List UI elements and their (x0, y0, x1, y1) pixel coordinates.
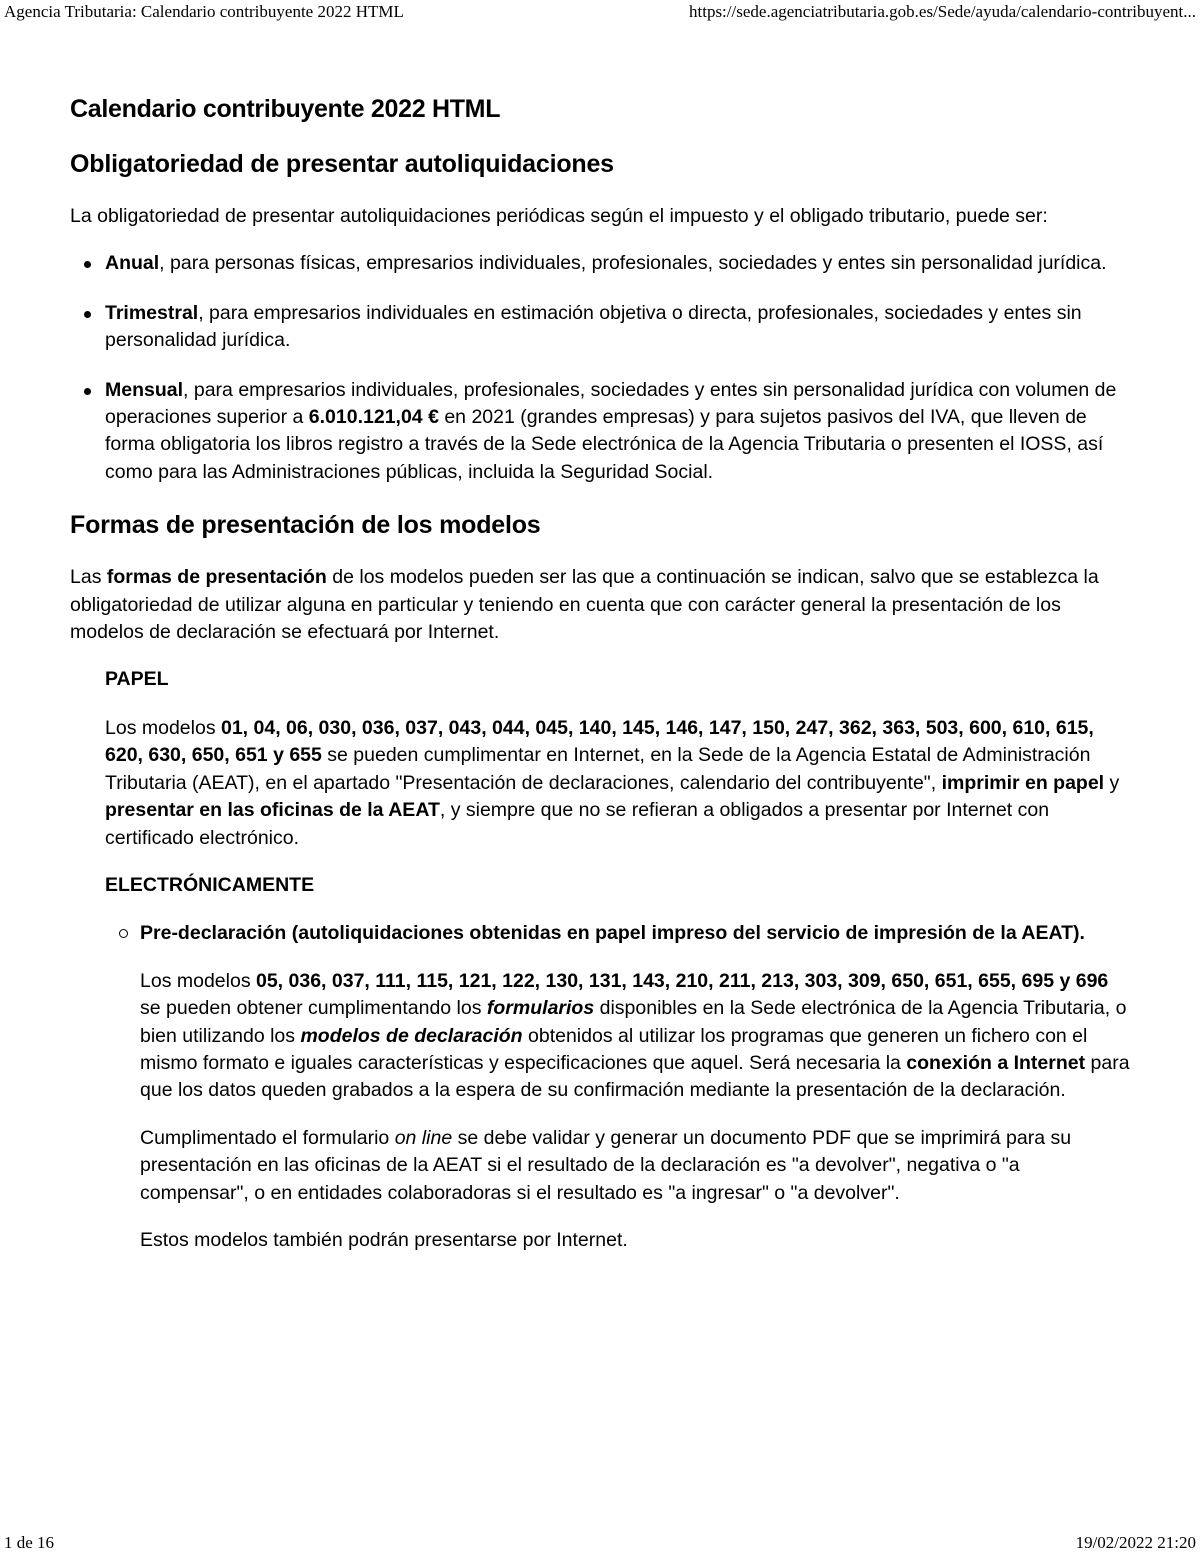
list-item-text: , para empresarios individuales, profesionales, sociedades y entes sin personalidad jurídica con volumen de operaciones superior a (105, 378, 1117, 429)
page-title: Calendario contribuyente 2022 HTML (70, 95, 501, 123)
section-intro-formas: Las formas de presentación de los modelos pueden ser las que a continuación se indican, salvo que se establezca la obligatoriedad de utilizar alguna en particular y teniendo en cuenta que con carácter general la presentación de los modelos de declaración se efectuará por Internet. (70, 566, 1099, 644)
periodicity-list (70, 250, 1132, 486)
list-item-mensual (105, 377, 1132, 487)
list-item-trimestral (105, 300, 1132, 355)
electronic-heading: ELECTRÓNICAMENTE (105, 873, 315, 896)
list-item-anual (105, 250, 1132, 277)
print-footer (0, 1533, 1200, 1553)
papel-models: 01, 04, 06, 030, 036, 037, 043, 044, 045, 140, 145, 146, 147, 150, 247, 362, 363, 503, 600, 610, 615, 620, 630, 650, 651 y 655 (105, 716, 1094, 767)
papel-heading: PAPEL (105, 668, 169, 691)
term-trimestral: Trimestral (105, 301, 199, 324)
print-datetime: 19/02/2022 21:20 (1075, 1533, 1196, 1552)
predeclaracion-text-1: Los modelos 05, 036, 037, 111, 115, 121, 122, 130, 131, 143, 210, 211, 213, 303, 309, 650, 651, 655, 695 y 696 se pueden obtener cumplimentando los formularios disponibles en la Sede electrónica de la Agencia Tributaria, o bien utilizando los modelos de declaración obtenidos al utilizar los programas que generen un fichero con el mismo formato e iguales características y especificaciones que aquel. Será necesaria la conexión a Internet para que los datos queden grabados a la espera de su confirmación mediante la presentación de la declaración. (140, 969, 1130, 1102)
list-item-predeclaracion (140, 920, 1132, 1254)
list-item-text: en 2021 (grandes empresas) y para sujetos pasivos del IVA, que lleven de forma obligatoria los libros registro a través de la Sede electrónica de la Agencia Tributaria o presenten el IOSS, así como para las Administraciones públicas, incluida la Seguridad Social. (105, 406, 1104, 483)
section-heading-obligatoriedad: Obligatoriedad de presentar autoliquidaciones (70, 150, 614, 178)
em-online: on line (394, 1126, 453, 1149)
bullet-icon (84, 388, 91, 395)
circle-bullet-icon (119, 929, 128, 938)
bold-conexion: conexión a Internet (906, 1051, 1086, 1074)
bullet-icon (84, 311, 91, 318)
bullet-icon (84, 261, 91, 268)
amount-threshold: 6.010.121,04 € (308, 406, 439, 429)
print-header-title: Agencia Tributaria: Calendario contribuyente 2022 HTML (4, 2, 404, 21)
predeclaracion-lead: Pre-declaración (autoliquidaciones obtenidas en papel impreso del servicio de impresión de la AEAT). (140, 922, 1085, 945)
papel-block (105, 666, 1132, 1254)
list-item-text: , para empresarios individuales en estimación objetiva o directa, profesionales, sociedades y entes sin personalidad jurídica. (105, 301, 1082, 352)
bold-imprimir: imprimir en papel (941, 771, 1105, 794)
print-header (0, 2, 1200, 24)
section-heading-formas: Formas de presentación de los modelos (70, 511, 541, 540)
papel-text: Los modelos 01, 04, 06, 030, 036, 037, 043, 044, 045, 140, 145, 146, 147, 150, 247, 362, 363, 503, 600, 610, 615, 620, 630, 650, 651 y 655 se pueden cumplimentar en Internet, en la Sede de la Agencia Estatal de Administración Tributaria (AEAT), en el apartado "Presentación de declaraciones, calendario del contribuyente", imprimir en papel y presentar en las oficinas de la AEAT, y siempre que no se refieran a obligados a presentar por Internet con certificado electrónico. (105, 716, 1120, 849)
term-anual: Anual (105, 252, 160, 275)
predeclaracion-text-2: Cumplimentado el formulario on line se debe validar y generar un documento PDF que se imprimirá para su presentación en las oficinas de la AEAT si el resultado de la declaración es "a devolver", negativa o "a compensar", o en entidades colaboradoras si el resultado es "a ingresar" o "a devolver". (140, 1126, 1072, 1204)
em-modelos: modelos de declaración (300, 1024, 523, 1047)
electronic-list (105, 920, 1132, 1254)
bold-formas: formas de presentación (106, 566, 327, 589)
document-page (70, 92, 1132, 1274)
em-formularios: formularios (486, 997, 595, 1020)
predeclaracion-text-3: Estos modelos también podrán presentarse por Internet. (140, 1228, 628, 1251)
print-header-url: https://sede.agenciatributaria.gob.es/Sede/ayuda/calendario-contribuyent... (689, 2, 1196, 21)
list-item-text: , para personas físicas, empresarios individuales, profesionales, sociedades y entes sin personalidad jurídica. (159, 252, 1107, 275)
section-intro-obligatoriedad: La obligatoriedad de presentar autoliquidaciones periódicas según el impuesto y el obligado tributario, puede ser: (70, 205, 1048, 227)
bold-presentar: presentar en las oficinas de la AEAT (105, 799, 440, 822)
term-mensual: Mensual (105, 378, 184, 401)
predeclaracion-models: 05, 036, 037, 111, 115, 121, 122, 130, 131, 143, 210, 211, 213, 303, 309, 650, 651, 655, 695 y 696 (255, 969, 1109, 992)
page-number: 1 de 16 (4, 1533, 55, 1552)
